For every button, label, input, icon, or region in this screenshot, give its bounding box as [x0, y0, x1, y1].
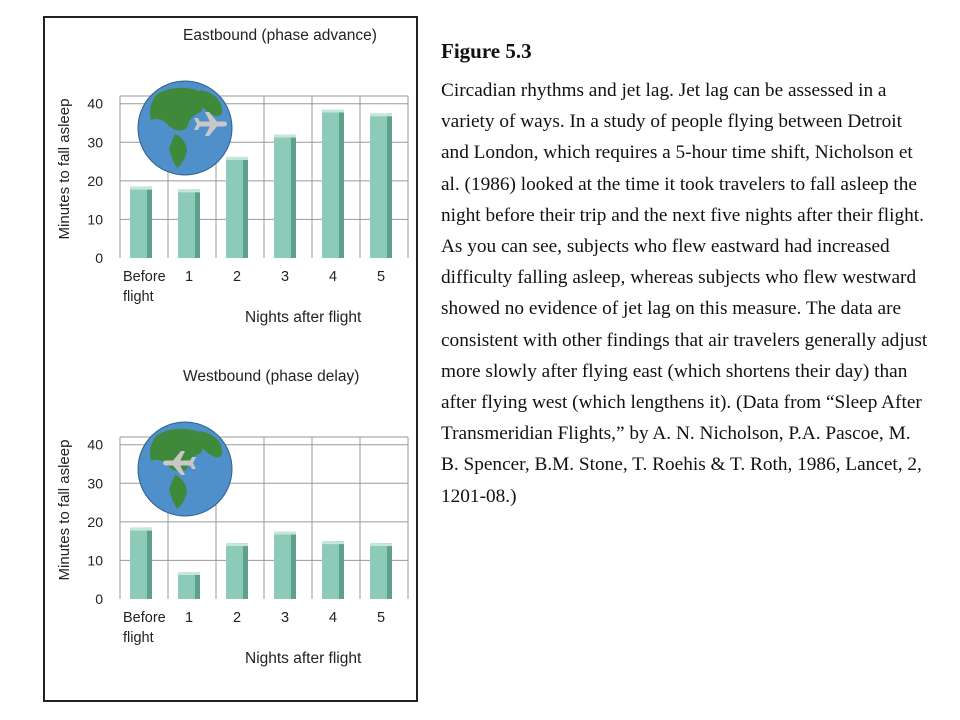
bar-shade	[147, 187, 152, 258]
x-tick-label-line: Before	[123, 610, 166, 626]
bar-shade	[387, 113, 392, 258]
bar-shade	[243, 543, 248, 599]
x-tick-label	[123, 610, 166, 646]
y-tick-label: 40	[87, 436, 103, 453]
x-tick-label: 2	[232, 269, 242, 285]
bar-shade	[243, 157, 248, 258]
westbound-chart	[45, 359, 416, 700]
caption-body: Circadian rhythms and jet lag. Jet lag can be assessed in a variety of ways. In a study of people flying between Detroit and London, which requires a 5-hour time shift, Nicholson et al. (1986) looked at the time it took travelers to fall asleep the night before their trip and the next five nights after their flight. As you can see, subjects who flew eastward had increased difficulty falling asleep, whereas subjects who flew westward showed no evidence of jet lag on this measure. The data are consistent with other findings that air travelers generally adjust more slowly after flying east (which shortens their day) than after flying west (which lengthens it). (Data from “Sleep After Transmeridian Flights,” by A. N. Nicholson, P.A. Pascoe, M. B. Spencer, B.M. Stone, T. Roehis & T. Roth, 1986, Lancet, 2, 1201-08.)	[441, 80, 928, 507]
x-axis-label: Nights after flight	[245, 309, 362, 326]
bar	[322, 110, 344, 259]
y-axis-label: Minutes to fall asleep	[56, 439, 73, 581]
y-tick-label: 20	[87, 172, 103, 189]
x-tick-label: 3	[280, 610, 290, 626]
y-tick-label: 10	[87, 211, 103, 228]
bar-top	[370, 113, 392, 116]
bar-top	[178, 189, 200, 192]
bar-top	[178, 572, 200, 575]
bar-shade	[291, 532, 296, 600]
x-tick-label: 1	[184, 610, 194, 626]
bar-top	[322, 110, 344, 113]
y-tick-label: 10	[87, 552, 103, 569]
bar	[130, 187, 152, 258]
chart-title: Westbound (phase delay)	[183, 368, 360, 385]
y-tick-label: 0	[95, 250, 103, 266]
eastbound-chart	[45, 18, 416, 359]
x-axis-label: Nights after flight	[245, 650, 362, 667]
bar-shade	[195, 189, 200, 258]
bar	[370, 113, 392, 258]
y-tick-label: 40	[87, 95, 103, 112]
bar-top	[130, 187, 152, 190]
bar	[226, 543, 248, 599]
y-tick-label: 30	[87, 475, 103, 492]
x-tick-label: 3	[280, 269, 290, 285]
figure-frame	[43, 16, 418, 702]
bar-top	[274, 532, 296, 535]
bar	[130, 528, 152, 599]
x-tick-label: 5	[376, 610, 386, 626]
figure-caption	[441, 38, 931, 512]
bar-top	[226, 157, 248, 160]
bar-shade	[339, 541, 344, 599]
x-tick-label: 4	[328, 610, 338, 626]
bar	[178, 572, 200, 599]
bar-shade	[387, 543, 392, 599]
bar	[274, 532, 296, 600]
globe-icon	[138, 422, 232, 516]
bar-shade	[291, 135, 296, 258]
bar-top	[322, 541, 344, 544]
bar	[370, 543, 392, 599]
x-tick-label	[123, 269, 166, 305]
bar-top	[130, 528, 152, 531]
bar-shade	[195, 572, 200, 599]
bar	[226, 157, 248, 258]
x-tick-label: 4	[328, 269, 338, 285]
bar	[178, 189, 200, 258]
bar-top	[226, 543, 248, 546]
y-tick-label: 30	[87, 134, 103, 151]
y-axis-label: Minutes to fall asleep	[56, 98, 73, 240]
x-tick-label-line: Before	[123, 269, 166, 285]
bar-shade	[147, 528, 152, 599]
chart-title: Eastbound (phase advance)	[183, 27, 377, 44]
bar-top	[370, 543, 392, 546]
globe-icon	[138, 81, 232, 175]
bar	[274, 135, 296, 258]
x-tick-label-line: flight	[123, 630, 154, 646]
x-tick-label-line: flight	[123, 289, 154, 305]
x-tick-label: 1	[184, 269, 194, 285]
y-tick-label: 0	[95, 591, 103, 607]
bar-shade	[339, 110, 344, 259]
x-tick-label: 2	[232, 610, 242, 626]
y-tick-label: 20	[87, 513, 103, 530]
bar-top	[274, 135, 296, 138]
caption-title: Figure 5.3	[441, 39, 532, 63]
bar	[322, 541, 344, 599]
x-tick-label: 5	[376, 269, 386, 285]
